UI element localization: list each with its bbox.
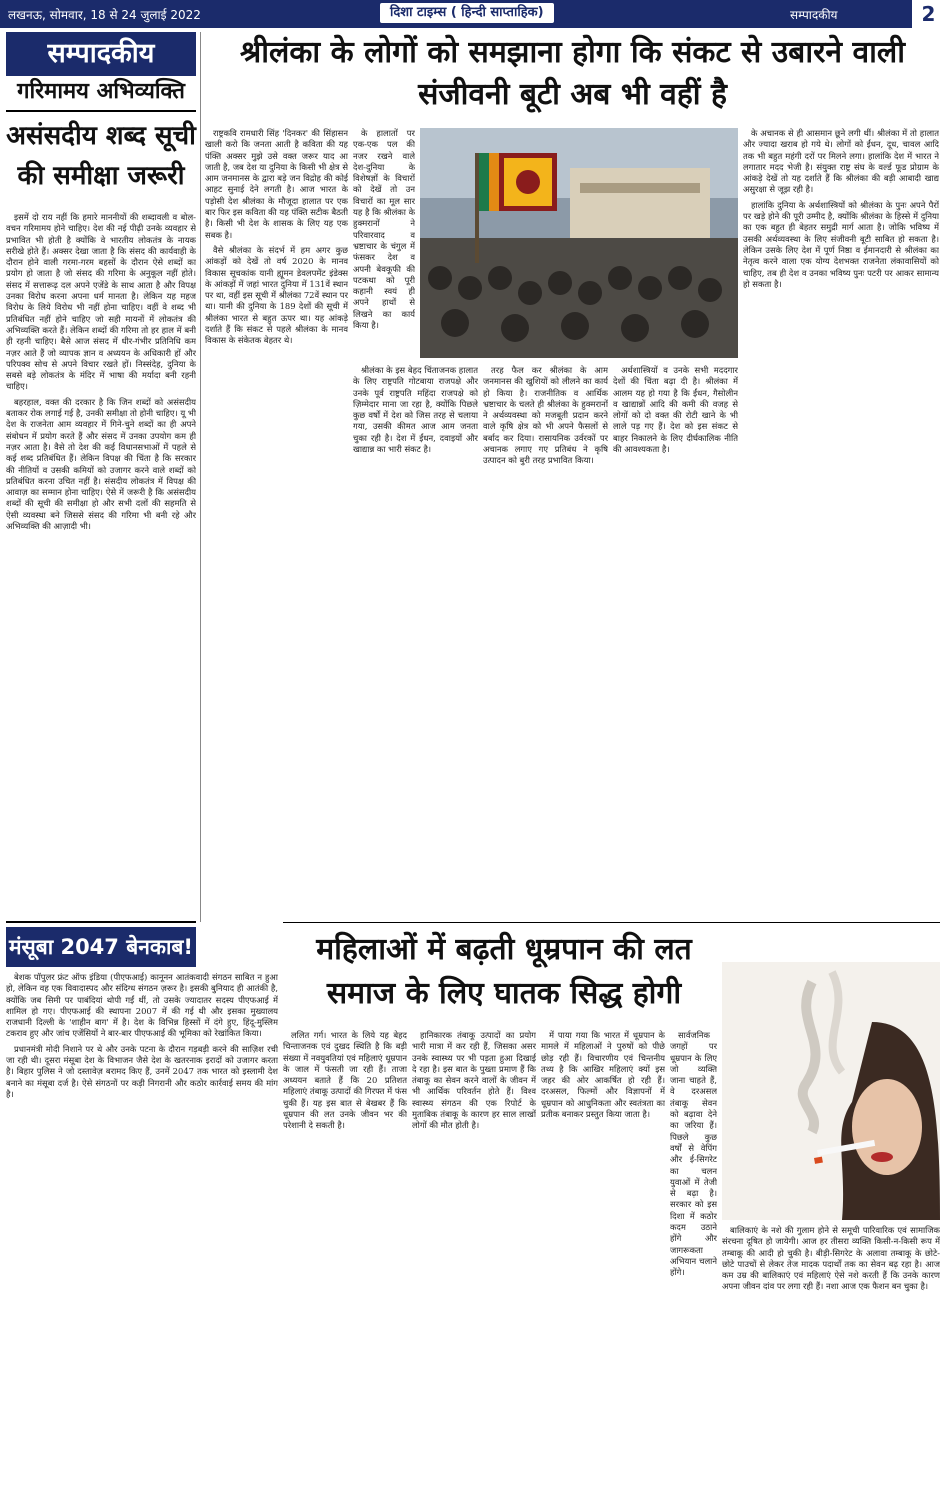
editorial-body	[6, 212, 196, 917]
srilanka-column	[353, 128, 415, 360]
smoking-column	[412, 1030, 536, 1485]
editorial-paragraph: इसमें दो राय नहीं कि हमारे माननीयों की शब्दावली व बोल-वचन गरिमामय होने चाहिए। देश की नई पीढ़ी उनके व्यवहार से प्रभावित भी होती है क्योंकि वे भारतीय लोकतंत्र के नायक सरीखे होते हैं। अक्सर देखा जाता है कि संसद की कार्यवाही के दौरान होने वाली गरमा-गरम बहसों के दौरान ऐसे शब्दों का प्रयोग हो जाता है जो संसद की गरिमा के अनुकूल नहीं होते। संसद में सत्तारूढ़ दल अपने एजेंडे के साथ आता है और विपक्ष उनका विरोध करना अपना धर्म मानता है। लेकिन यह महज विरोध के लिये विरोध भी नहीं होना चाहिए। वहीं वे शब्द भी प्रतिबंधित नहीं होने चाहिए जो सही मायनों में लोकतंत्र की अभिव्यक्ति करते हैं। लेकिन शब्दों की गरिमा तो हर हाल में बनी ही रहनी चाहिए। बैसे आज संसद में धीर-गंभीर प्रतिनिधि कम नज़र आते हैं जो व्यापक ज्ञान व अध्ययन के अधिकारी हों और परिपक्व सोच से अपने विचार रखते हों। निस्संदेह, दुनिया के सबसे बड़े लोकतंत्र के मंदिर में भाषा की मर्यादा बनी रहनी चाहिए।	[6, 212, 196, 392]
srilanka-column	[205, 128, 348, 920]
smoking-column	[541, 1030, 665, 1485]
srilanka-protest-photo	[420, 128, 738, 358]
plan2047-body	[6, 972, 278, 1484]
smoking-paragraph: सार्वजनिक जगहों पर धूम्रपान के लिए जो व्यक्ति जाना चाहते हैं, वे दरअसल तंबाकू सेवन को बढ़ावा देने का जरिया हैं। पिछले कुछ वर्षों से वेपिंग और ई-सिगरेट का चलन युवाओं में तेजी से बढ़ा है। सरकार को इस दिशा में कठोर कदम उठाने होंगे और जागरूकता अभियान चलाने होंगे।	[670, 1030, 717, 1278]
srilanka-paragraph: राष्ट्रकवि रामधारी सिंह 'दिनकर' की सिंहासन खाली करो कि जनता आती है कविता की यह पंक्ति अक्सर मुझे उसे वक्त जरूर याद आ जाती है, जब देश या दुनिया के किसी भी क्षेत्र से आम जनमानस के द्वारा बड़े जन विद्रोह की कोई आहट सुनाई देने लगती है। आज भारत के पड़ोसी देश श्रीलंका के मौजूदा हालात पर एक बार फिर इस कविता की यह पंक्ति सटीक बैठती है। किसी भी देश के शासक के लिए यह एक सबक है।	[205, 128, 348, 240]
srilanka-column	[483, 365, 608, 920]
paper-name: दिशा टाइम्स ( हिन्दी साप्ताहिक)	[380, 3, 554, 23]
smoking-paragraph: बालिकाएं के नशे की गुलाम होने से समूची पारिवारिक एवं सामाजिक संरचना दूषित हो जायेगी। आज हर तीसरा व्यक्ति किसी-न-किसी रूप में तम्बाकू की आदी हो चुकी है। बीड़ी-सिगरेट के अलावा तम्बाकू के छोटे-छोटे पाउचों से लेकर तेज मादक पदार्थों तक का सेवन बढ़ रहा है। आज कम उम्र की बालिकाएं एवं महिलाएं ऐसे नशे करती हैं कि उनके कारण अपना जीवन दांव पर लगा रही हैं। नशा आज एक फैशन बन चुका है।	[722, 1225, 940, 1292]
smoking-paragraph: ललित गर्ग। भारत के लिये यह बेहद चिन्ताजनक एवं दुखद स्थिति है कि बड़ी संख्या में नवयुवतियां एवं महिलाएं धूम्रपान के जाल में फंसती जा रही हैं। ताजा अध्ययन बताते हैं कि 20 प्रतिशत महिलाएं तंबाकू उत्पादों की गिरफ्त में फंस चुकी हैं। यह इस बात से बेखबर हैं कि धूम्रपान की लत उनके जीवन भर की परेशानी दे सकती है।	[283, 1030, 407, 1131]
issue-date: लखनऊ, सोमवार, 18 से 24 जुलाई 2022	[8, 8, 201, 22]
smoking-column	[283, 1030, 407, 1485]
smoking-woman-photo	[722, 962, 940, 1220]
srilanka-paragraph: श्रीलंका के इस बेहद चिंताजनक हालात के लिए राष्ट्रपति गोटबाया राजपक्षे और उनके पूर्व राष्ट्रपति महिंदा राजपक्षे को ज़िम्मेदार माना जा रहा है, क्योंकि पिछले कुछ वर्षों में देश को जिस तरह से चलाया गया, उसकी कीमत आज आम जनता चुका रही है। देश में ईंधन, दवाइयों और खाद्यान्न का भारी संकट है।	[353, 365, 478, 455]
plan2047-paragraph: बेशक पॉपुलर फ्रंट ऑफ इंडिया (पीएफआई) कानूनन आतंकवादी संगठन साबित न हुआ हो, लेकिन वह एक विवादास्पद और संदिग्ध संगठन ज़रूर है। इसकी बुनियाद ही आतंकी है, क्योंकि जब सिमी पर पाबंदियां थोपी गईं थीं, तो उसके ज्यादातर सदस्य पीएफआई में शामिल हो गए। पीएफआई की स्थापना 2007 में की गई थी और इसका मुख्यालय राजधानी दिल्ली के 'शाहीन बाग' में है। देश के विभिन्न हिस्सों में दंगे हुए, हिंदू-मुस्लिम टकराव हुए और जांच एजेंसियों ने बार-बार पीएफआई की भूमिका को रेखांकित किया।	[6, 972, 278, 1039]
srilanka-paragraph: अर्थशास्त्रियों व उनके सभी मददगार देशों की चिंता बढ़ा दी है। श्रीलंका में आलम यह हो गया है कि ईंधन, गैसोलीन व खाद्यान्नों आदि की कमी की वजह से लोगों को दो वक्त की रोटी खाने के भी लाले पड़ गए हैं। देश को इस संकट से बाहर निकालने के लिए दीर्घकालिक नीति की आवश्यकता है।	[613, 365, 738, 455]
srilanka-paragraph: तरह फैल कर श्रीलंका के आम जनमानस की खुशियों को लीलने का कार्य हो किया है। राजनीतिक व आर्थिक भ्रष्टाचार के चलते ही श्रीलंका के हुक्मरानों ने अर्थव्यवस्था को मजबूती प्रदान करने वाले कृषि क्षेत्र को भी अपने फैसलों से बर्बाद कर दिया। रासायनिक उर्वरकों पर अचानक लगाए गए प्रतिबंध ने कृषि उत्पादन को बुरी तरह प्रभावित किया।	[483, 365, 608, 466]
smoking-headline: महिलाओं में बढ़ती धूम्रपान की लत समाज के लिए घातक सिद्ध होगी	[316, 932, 692, 1011]
srilanka-paragraph: के हालातों पर एक-एक पल की नजर रखने वाले देश-दुनिया के विशेषज्ञों के विचारों को देखें तो उन विचारों का मूल सार यह है कि श्रीलंका के हुक्मरानों ने परिवारवाद व भ्रष्टाचार के चंगुल में फंसकर देश व अपनी बेवकूफी की पटकथा को पूरी कहानी स्वयं ही अपने हाथों से लिखने का कार्य किया है।	[353, 128, 415, 331]
srilanka-headline: श्रीलंका के लोगों को समझाना होगा कि संकट से उबारने वाली संजीवनी बूटी अब भी वहीं है	[239, 35, 906, 112]
plan2047-paragraph: प्रधानमंत्री मोदी निशाने पर थे और उनके पटना के दौरान गड़बड़ी करने की साज़िश रची जा रही थी। दूसरा मंसूबा देश के विभाजन जैसे देश के खतरनाक इरादों को उजागर करता है। बिहार पुलिस ने जो दस्तावेज़ बरामद किए हैं, उनमें 2047 तक भारत को इस्लामी देश बनाने का मंसूबा दर्ज है। ऐसे संगठनों पर कड़ी निगरानी और कठोर कार्रवाई समय की मांग है।	[6, 1043, 278, 1099]
srilanka-column	[353, 365, 478, 920]
srilanka-paragraph: के अचानक से ही आसमान छूने लगी थीं। श्रीलंका में तो हालात और ज्यादा खराब हो गये थे। लोगों को ईंधन, दूध, चावल आदि तक भी बहुत महंगी दरों पर मिलने लगा। हालांकि देश में भारत ने लगातार मदद भेजी है। संयुक्त राष्ट्र संघ के वर्ल्ड फूड प्रोग्राम के आंकड़े देखें तो यह दर्शाते हैं कि श्रीलंका की बड़ी आबादी खाद्य असुरक्षा से जूझ रही है।	[743, 128, 939, 195]
section-label: सम्पादकीय	[790, 8, 838, 22]
page-number: 2	[912, 0, 945, 28]
editorial-title: असंसदीय शब्द सूची की समीक्षा जरूरी	[6, 110, 196, 196]
section-divider	[283, 922, 940, 923]
smoking-column	[670, 1030, 717, 1485]
editorial-subhead: गरिमामय अभिव्यक्ति	[17, 79, 185, 104]
section-divider	[6, 921, 196, 923]
srilanka-column	[743, 128, 939, 920]
editorial-paragraph: बहरहाल, वक्त की दरकार है कि जिन शब्दों को असंसदीय बताकर रोक लगाई गई है, उनकी समीक्षा तो होनी चाहिए। यू भी देश के राजनेता आम व्यवहार में गिने-चुने शब्दों का ही अपने संबोधन में प्रयोग करते हैं और संसद में उनका उपयोग कम ही नज़र आता है। वैसे तो देश की कई विधानसभाओं में पहले से कई शब्द प्रतिबंधित हैं। लेकिन विपक्ष की चिंता है कि सरकार की नीतियों व उसकी कमियों को उजागर करने वाले शब्दों को प्रतिबंधित करना उचित नहीं है। संसदीय लोकतंत्र में विपक्ष की आवाज़ का सम्मान होना चाहिए। ऐसे में जरूरी है कि असंसदीय शब्दों की सूची की समीक्षा हो और सभी दलों की सहमति से ऐसी व्यवस्था बने जिससे संसद की गरिमा भी बनी रहे और अभिव्यक्ति की आज़ादी भी।	[6, 396, 196, 532]
smoking-column	[722, 1225, 940, 1485]
editorial-label: सम्पादकीय	[6, 32, 196, 76]
masthead-band	[0, 0, 945, 28]
plan2047-label: मंसूबा 2047 बेनकाब!	[6, 927, 196, 967]
srilanka-paragraph: वैसे श्रीलंका के संदर्भ में हम अगर कुछ आंकड़ों को देखें तो वर्ष 2020 के मानव विकास सूचकांक यानी ह्यूमन डेवलपमेंट इंडेक्स के आंकड़ों में जहां भारत दुनिया में 131वें स्थान पर था, वहीं इस सूची में श्रीलंका 72वें स्थान पर था। यानी की दुनिया के 189 देशों की सूची में श्रीलंका भारत से बहुत ऊपर था। यह आंकड़े दर्शाते हैं कि संकट से पहले श्रीलंका के मानव विकास के संकेतक बेहतर थे।	[205, 244, 348, 346]
column-rule	[200, 32, 201, 922]
srilanka-paragraph: हालांकि दुनिया के अर्थशास्त्रियों को श्रीलंका के पुनः अपने पैरों पर खड़े होने की पूरी उम्मीद है, क्योंकि श्रीलंका के हिस्से में दुनिया का एक बहुत ही बेहतर समुद्री मार्ग आता है। जोकि भविष्य में उसकी अर्थव्यवस्था के लिए संजीवनी बूटी साबित हो सकता है। लेकिन उसके लिए देश में पूर्ण निष्ठा व ईमानदारी से श्रीलंका का नेतृत्व करने वाला एक योग्य देशभक्त राजनेता लंकावासियों को चाहिए, तब ही देश व उनका भविष्य पुनः पटरी पर आकर सामान्य हो सकता है।	[743, 199, 939, 289]
smoking-paragraph: में पाया गया कि भारत में धूम्रपान के मामले में महिलाओं ने पुरुषों को पीछे छोड़ रही हैं। विचारणीय एवं चिन्तनीय तथ्य है कि आखिर महिलाएं क्यों इस जहर की ओर आकर्षित हो रही हैं। दरअसल, फिल्मों और विज्ञापनों में धूम्रपान को आधुनिकता और स्वतंत्रता का प्रतीक बनाकर प्रस्तुत किया जाता है।	[541, 1030, 665, 1120]
srilanka-column	[613, 365, 738, 920]
smoking-paragraph: हानिकारक तंबाकू उत्पादों का प्रयोग भारी मात्रा में कर रही हैं, जिसका असर उनके स्वास्थ्य पर भी पड़ता हुआ दिखाई दे रहा है। इस बात के पुख्ता प्रमाण हैं कि तंबाकू का सेवन करने वालों के जीवन में भी आर्थिक परिवर्तन होते हैं। विश्व स्वास्थ्य संगठन की एक रिपोर्ट के मुताबिक तंबाकू के कारण हर साल लाखों लोगों की मौत होती है।	[412, 1030, 536, 1131]
